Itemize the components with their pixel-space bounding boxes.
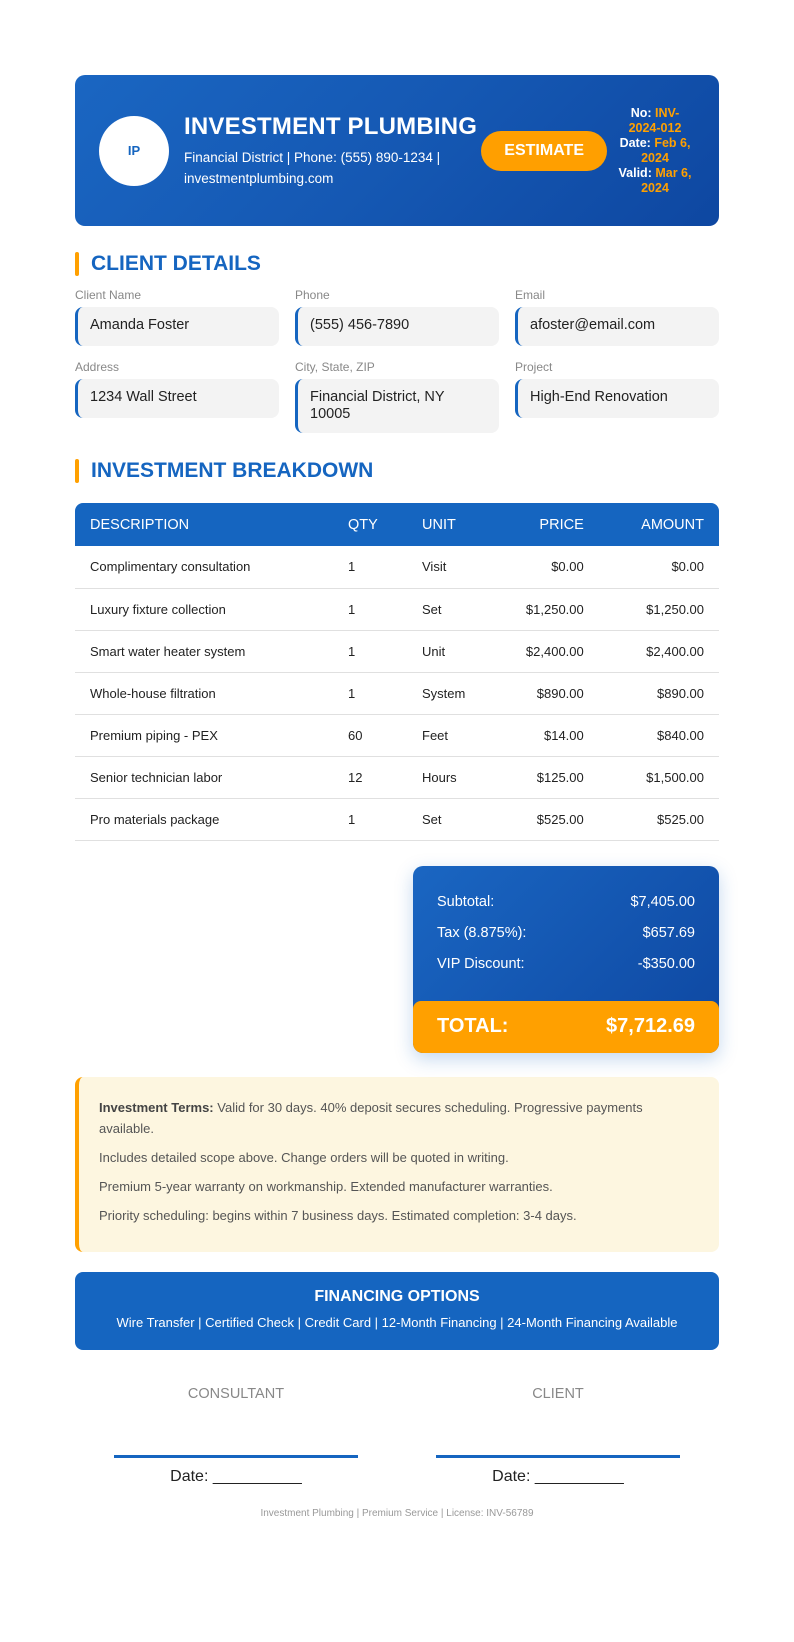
estimate-date-label: Date: bbox=[619, 135, 651, 150]
totals-box bbox=[413, 866, 719, 1053]
company-info-line1: Financial District | Phone: (555) 890-1234 | bbox=[184, 149, 441, 165]
field-label: Address bbox=[75, 360, 120, 374]
discount-value: -$350.00 bbox=[637, 955, 695, 972]
item-unit: Visit bbox=[407, 546, 485, 588]
item-amount: $0.00 bbox=[599, 546, 719, 588]
financing-options-list: Wire Transfer | Certified Check | Credit Card | 12-Month Financing | 24-Month Financing Available bbox=[116, 1314, 678, 1330]
discount-label: VIP Discount: bbox=[437, 955, 525, 972]
item-amount: $840.00 bbox=[599, 714, 719, 756]
field-label: Client Name bbox=[75, 288, 142, 302]
column-header-unit: UNIT bbox=[407, 503, 485, 546]
item-qty: 1 bbox=[333, 798, 407, 840]
company-brand bbox=[184, 113, 481, 189]
client-name-field bbox=[75, 288, 279, 346]
item-unit: Hours bbox=[407, 756, 485, 798]
column-header-price: PRICE bbox=[485, 503, 599, 546]
company-name: INVESTMENT PLUMBING bbox=[184, 112, 478, 140]
client-label: CLIENT bbox=[532, 1385, 584, 1402]
client-address-field bbox=[75, 360, 279, 433]
consultant-signature-line[interactable] bbox=[114, 1455, 358, 1458]
subtotal-row bbox=[437, 894, 695, 925]
item-price: $1,250.00 bbox=[485, 588, 599, 630]
tax-value: $657.69 bbox=[642, 924, 695, 941]
company-logo bbox=[99, 116, 169, 186]
consultant-label: CONSULTANT bbox=[187, 1385, 285, 1402]
item-unit: Set bbox=[407, 798, 485, 840]
item-unit: System bbox=[407, 672, 485, 714]
item-amount: $525.00 bbox=[599, 798, 719, 840]
terms-line-2: Includes detailed scope above. Change orders will be quoted in writing. bbox=[99, 1149, 509, 1165]
client-details-grid bbox=[75, 288, 719, 433]
item-qty: 1 bbox=[333, 546, 407, 588]
company-info-line2: investmentplumbing.com bbox=[184, 170, 334, 186]
logo-initials: IP bbox=[127, 143, 141, 158]
client-city-value: Financial District, NY 10005 bbox=[295, 379, 499, 433]
item-description: Senior technician labor bbox=[75, 756, 333, 798]
estimate-number-value: INV-2024-012 bbox=[628, 105, 682, 135]
field-label: Phone bbox=[295, 288, 330, 302]
client-project-field bbox=[515, 360, 719, 433]
item-description: Luxury fixture collection bbox=[75, 588, 333, 630]
financing-title: FINANCING OPTIONS bbox=[314, 1287, 480, 1305]
terms-box bbox=[75, 1077, 719, 1252]
table-header-row bbox=[75, 503, 719, 546]
client-email-value: afoster@email.com bbox=[515, 307, 719, 346]
field-label: Email bbox=[515, 288, 546, 302]
item-amount: $1,250.00 bbox=[599, 588, 719, 630]
terms-heading: Investment Terms: bbox=[99, 1099, 214, 1115]
item-price: $525.00 bbox=[485, 798, 599, 840]
field-label: City, State, ZIP bbox=[295, 360, 375, 374]
estimate-badge: ESTIMATE bbox=[481, 131, 607, 171]
item-unit: Set bbox=[407, 588, 485, 630]
document-header bbox=[75, 75, 719, 226]
terms-line-1 bbox=[99, 1097, 699, 1139]
item-qty: 1 bbox=[333, 630, 407, 672]
total-label: TOTAL: bbox=[437, 1015, 509, 1037]
subtotal-value: $7,405.00 bbox=[630, 893, 695, 910]
item-price: $14.00 bbox=[485, 714, 599, 756]
breakdown-title: INVESTMENT BREAKDOWN bbox=[91, 459, 374, 482]
item-amount: $1,500.00 bbox=[599, 756, 719, 798]
item-price: $890.00 bbox=[485, 672, 599, 714]
client-phone-value: (555) 456-7890 bbox=[295, 307, 499, 346]
client-phone-field bbox=[295, 288, 499, 346]
item-amount: $2,400.00 bbox=[599, 630, 719, 672]
field-label: Project bbox=[515, 360, 553, 374]
document-footer: Investment Plumbing | Premium Service | License: INV-56789 bbox=[260, 1507, 534, 1519]
item-price: $125.00 bbox=[485, 756, 599, 798]
client-signature bbox=[436, 1386, 680, 1486]
item-qty: 12 bbox=[333, 756, 407, 798]
table-row bbox=[75, 756, 719, 798]
item-qty: 60 bbox=[333, 714, 407, 756]
terms-text-1: Valid for 30 days. 40% deposit secures scheduling. Progressive payments available. bbox=[99, 1099, 643, 1136]
totals-wrapper bbox=[75, 866, 719, 1053]
item-qty: 1 bbox=[333, 672, 407, 714]
total-value: $7,712.69 bbox=[606, 1015, 695, 1037]
subtotal-label: Subtotal: bbox=[437, 893, 495, 910]
client-project-value: High-End Renovation bbox=[515, 379, 719, 418]
client-name-value: Amanda Foster bbox=[75, 307, 279, 346]
item-price: $2,400.00 bbox=[485, 630, 599, 672]
estimate-date-value: Feb 6, 2024 bbox=[641, 135, 691, 165]
item-amount: $890.00 bbox=[599, 672, 719, 714]
consultant-date: Date: __________ bbox=[170, 1467, 302, 1485]
client-email-field bbox=[515, 288, 719, 346]
column-header-qty: QTY bbox=[333, 503, 407, 546]
item-qty: 1 bbox=[333, 588, 407, 630]
line-items-table bbox=[75, 503, 719, 841]
item-description: Complimentary consultation bbox=[75, 546, 333, 588]
item-description: Pro materials package bbox=[75, 798, 333, 840]
discount-row bbox=[437, 956, 695, 987]
item-description: Smart water heater system bbox=[75, 630, 333, 672]
section-accent-bar bbox=[75, 459, 79, 483]
document-meta bbox=[615, 106, 695, 196]
table-row bbox=[75, 546, 719, 588]
financing-options-box bbox=[75, 1272, 719, 1350]
valid-until-label: Valid: bbox=[618, 165, 652, 180]
item-description: Premium piping - PEX bbox=[75, 714, 333, 756]
item-description: Whole-house filtration bbox=[75, 672, 333, 714]
table-row bbox=[75, 588, 719, 630]
terms-line-3: Premium 5-year warranty on workmanship. Extended manufacturer warranties. bbox=[99, 1178, 553, 1194]
client-address-value: 1234 Wall Street bbox=[75, 379, 279, 418]
item-unit: Unit bbox=[407, 630, 485, 672]
item-price: $0.00 bbox=[485, 546, 599, 588]
consultant-signature bbox=[114, 1386, 358, 1486]
client-date: Date: __________ bbox=[492, 1467, 624, 1485]
client-city-field bbox=[295, 360, 499, 433]
client-signature-line[interactable] bbox=[436, 1455, 680, 1458]
client-details-title: CLIENT DETAILS bbox=[91, 252, 261, 275]
column-header-amount: AMOUNT bbox=[599, 503, 719, 546]
valid-until-value: Mar 6, 2024 bbox=[641, 165, 692, 195]
section-accent-bar bbox=[75, 252, 79, 276]
grand-total-row bbox=[413, 1001, 719, 1053]
company-info bbox=[184, 147, 481, 189]
table-row bbox=[75, 798, 719, 840]
table-row bbox=[75, 672, 719, 714]
totals-lines bbox=[413, 866, 719, 997]
item-unit: Feet bbox=[407, 714, 485, 756]
terms-line-4: Priority scheduling: begins within 7 business days. Estimated completion: 3-4 days. bbox=[99, 1207, 577, 1223]
table-row bbox=[75, 630, 719, 672]
tax-row bbox=[437, 925, 695, 956]
signature-section bbox=[75, 1386, 719, 1486]
client-details-heading bbox=[75, 252, 719, 276]
column-header-description: DESCRIPTION bbox=[75, 503, 333, 546]
tax-label: Tax (8.875%): bbox=[437, 924, 527, 941]
breakdown-heading bbox=[75, 459, 719, 483]
estimate-number-label: No: bbox=[630, 105, 652, 120]
table-row bbox=[75, 714, 719, 756]
